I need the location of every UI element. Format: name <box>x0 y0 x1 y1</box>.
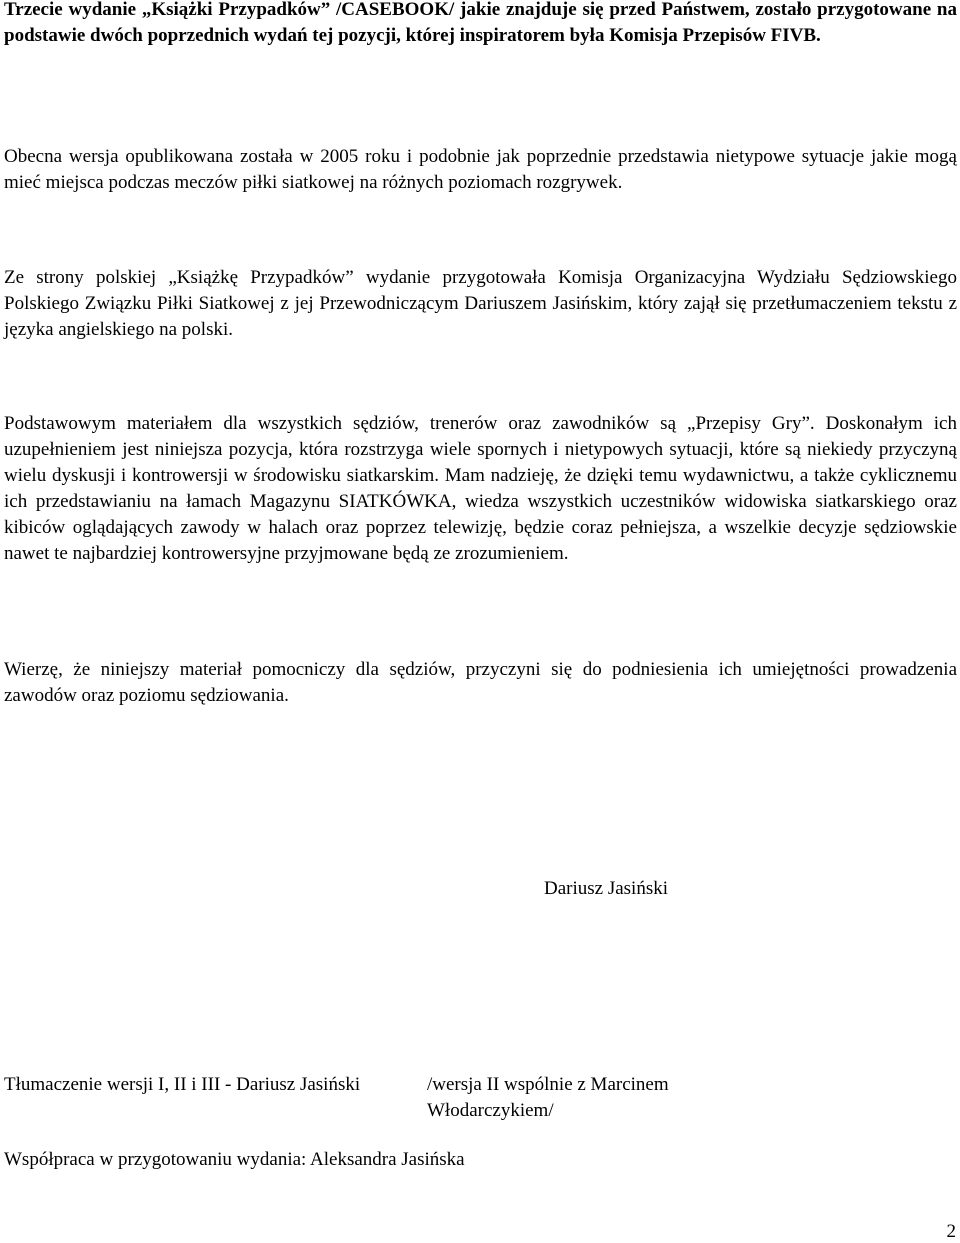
signature: Dariusz Jasiński <box>544 878 669 899</box>
publication-paragraph: Obecna wersja opublikowana została w 2005 roku i podobnie jak poprzednie przedstawia nietypowe sytuacje jakie mogą mieć miejsca podczas meczów piłki siatkowej na różnych poziomach rozgrywek. <box>4 146 957 193</box>
translation-credit: Tłumaczenie wersji I, II i III - Dariusz Jasiński <box>4 1074 361 1095</box>
cooperation-credit: Współpraca w przygotowaniu wydania: Aleksandra Jasińska <box>4 1149 465 1170</box>
polish-edition-paragraph: Ze strony polskiej „Książkę Przypadków” wydanie przygotowała Komisja Organizacyjna Wydziału Sędziowskiego Polskiego Związku Piłki Siatkowej z jej Przewodniczącym Dariuszem Jasińskim, który zajął się przetłumaczeniem tekstu z języka angielskiego na polski. <box>4 267 957 340</box>
rules-supplement-paragraph: Podstawowym materiałem dla wszystkich sędziów, trenerów oraz zawodników są „Przepisy Gry”. Doskonałym ich uzupełnieniem jest niniejsza pozycja, która rozstrzyga wiele spornych i nietypowych sytuacji, które są niekiedy przyczyną wielu dyskusji i kontrowersji w środowisku siatkarskim. Mam nadzieję, że dzięki temu wydawnictwu, a także cyklicznemu ich przedstawianiu na łamach Magazynu SIATKÓWKA, wiedza wszystkich uczestników widowiska siatkarskiego oraz kibiców oglądających zawody w halach oraz poprzez telewizję, będzie coraz pełniejsza, a wszelkie decyzje sędziowskie nawet te najbardziej kontrowersyjne przyjmowane będą ze zrozumieniem. <box>4 413 957 564</box>
page-number: 2 <box>946 1221 956 1242</box>
translation-note: /wersja II wspólnie z Marcinem Włodarczykiem/ <box>427 1074 669 1121</box>
intro-paragraph: Trzecie wydanie „Książki Przypadków” /CASEBOOK/ jakie znajduje się przed Państwem, zostało przygotowane na podstawie dwóch poprzednich wydań tej pozycji, której inspiratorem była Komisja Przepisów FIVB. <box>4 0 957 46</box>
closing-paragraph: Wierzę, że niniejszy materiał pomocniczy dla sędziów, przyczyni się do podniesienia ich umiejętności prowadzenia zawodów oraz poziomu sędziowania. <box>4 659 957 706</box>
